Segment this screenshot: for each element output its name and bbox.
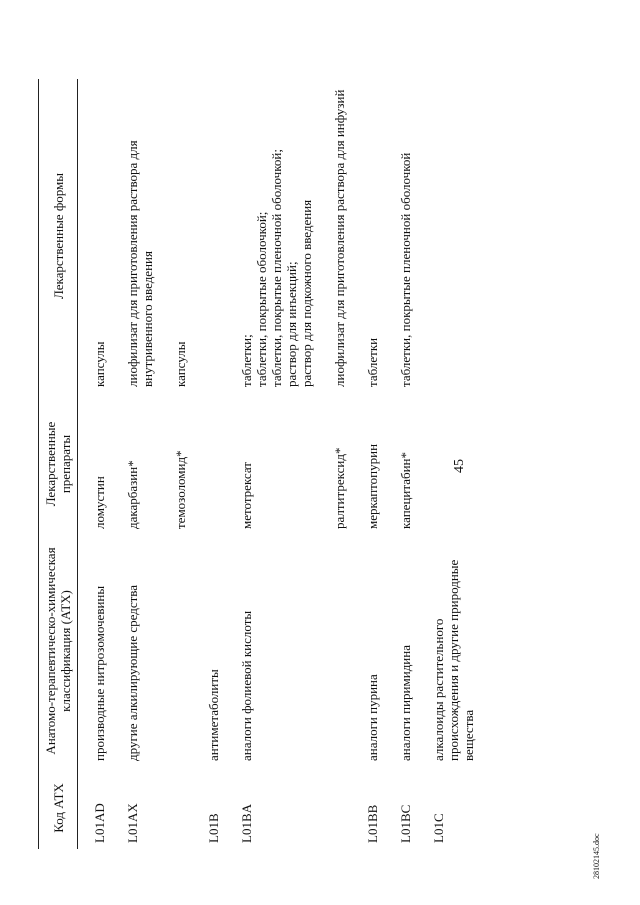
atc-table [38, 79, 480, 849]
header-class: Анатомо-терапевтическо-химическая классификация (АТХ) [39, 535, 78, 767]
cell-code: L01AD [92, 803, 107, 843]
cell-form: таблетки [365, 337, 380, 387]
table-row [159, 79, 192, 849]
cell-form [192, 79, 225, 393]
table-row [384, 79, 417, 849]
cell-drug: капецитабин* [398, 452, 413, 529]
cell-drug: дакарбазин* [125, 460, 140, 529]
cell-form: таблетки, покрытые пленочной оболочкой [398, 152, 413, 387]
cell-code: L01BB [365, 804, 380, 843]
cell-class: производные нитрозомочевины [92, 585, 107, 761]
table-row [318, 79, 351, 849]
cell-class [159, 535, 192, 767]
table-row [351, 79, 384, 849]
cell-class: антиметаболиты [206, 669, 221, 761]
table-row [192, 79, 225, 849]
cell-class: аналоги пиримидина [398, 645, 413, 761]
cell-class: другие алкилирующие средства [125, 584, 140, 761]
cell-form: капсулы [173, 341, 188, 387]
cell-form: капсулы [92, 341, 107, 387]
header-drugs: Лекарственные препараты [39, 393, 78, 535]
page-number: 45 [452, 459, 467, 473]
cell-drug: ломустин [92, 476, 107, 529]
table-row [111, 79, 159, 849]
cell-drug [192, 393, 225, 535]
cell-code [318, 767, 351, 849]
cell-class: аналоги фолиевой кислоты [239, 610, 254, 761]
table-header-row [39, 79, 78, 849]
cell-drug [417, 393, 480, 535]
cell-form: лиофилизат для приготовления раствора для инфузий [332, 89, 347, 387]
cell-code: L01AX [125, 803, 140, 843]
cell-drug: метотрексат [239, 462, 254, 529]
cell-code: L01BA [239, 804, 254, 843]
header-forms: Лекарственные формы [39, 79, 78, 393]
cell-form: таблетки; таблетки, покрытые оболочкой; таблетки, покрытые пленочной оболочкой; раствор для инъекций; раствор для подкожного введения [239, 149, 314, 387]
cell-class: аналоги пурина [365, 674, 380, 761]
header-code: Код АТХ [39, 767, 78, 849]
cell-class: алкалоиды растительного происхождения и другие природные вещества [431, 559, 476, 761]
table-row [225, 79, 318, 849]
cell-code: L01B [206, 813, 221, 843]
cell-drug: меркаптопурин [365, 443, 380, 529]
table-row [417, 79, 480, 849]
cell-drug: ралтитрексид* [332, 447, 347, 529]
cell-class [318, 535, 351, 767]
cell-drug: темозоломид* [173, 450, 188, 529]
table-row [78, 79, 112, 849]
cell-code: L01C [431, 813, 446, 843]
cell-code: L01BC [398, 804, 413, 843]
cell-form [417, 79, 480, 393]
document-file-code: 28102145.doc [592, 833, 601, 879]
cell-form: лиофилизат для приготовления раствора для внутривенного введения [125, 140, 155, 387]
cell-code [159, 767, 192, 849]
